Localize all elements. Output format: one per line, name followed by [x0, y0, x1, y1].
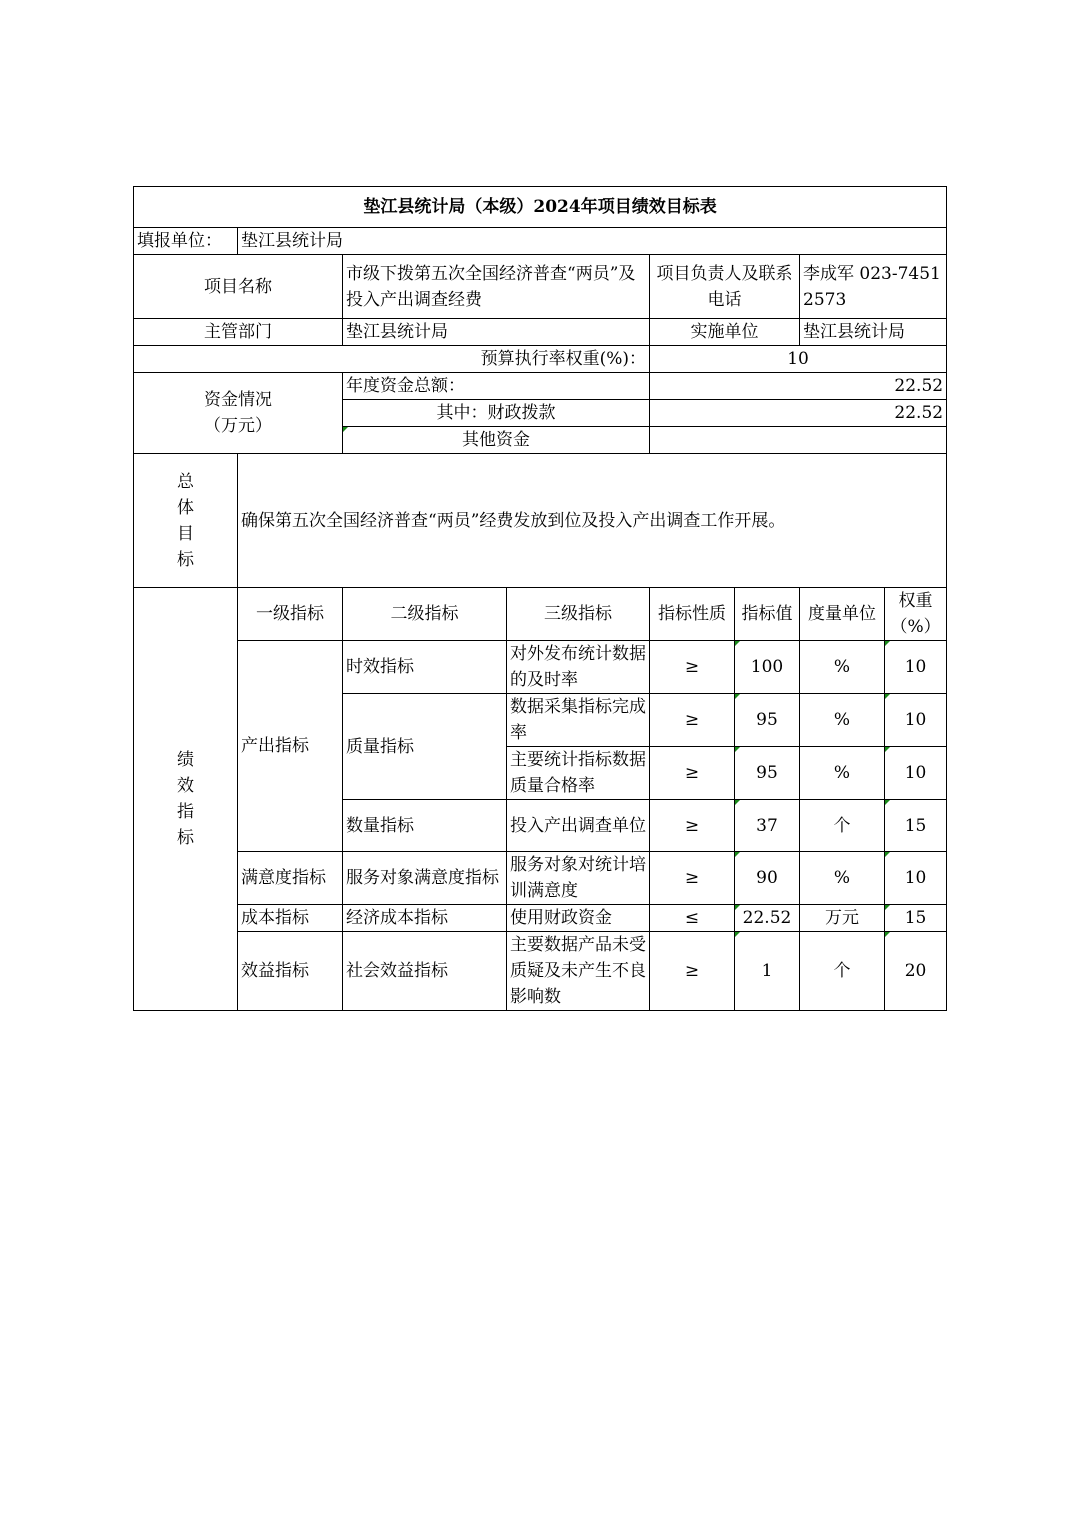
level1-indicator: 产出指标	[238, 641, 343, 852]
project-name-value: 市级下拨第五次全国经济普查“两员”及投入产出调查经费	[343, 255, 650, 319]
indicator-value: 95	[735, 694, 800, 747]
level2-indicator: 数量指标	[343, 800, 507, 852]
implementing-unit-label: 实施单位	[650, 319, 800, 346]
level3-indicator: 数据采集指标完成率	[507, 694, 650, 747]
indicators-label	[134, 588, 238, 1011]
indicator-weight: 20	[885, 932, 947, 1011]
indicator-nature: ≥	[650, 694, 735, 747]
indicators-label-char: 效	[177, 776, 194, 796]
funds-label	[134, 373, 343, 454]
level2-indicator: 经济成本指标	[343, 905, 507, 932]
supervising-dept-label: 主管部门	[134, 319, 343, 346]
project-contact-value: 李成军 023-74512573	[800, 255, 947, 319]
column-header: 指标性质	[650, 588, 735, 641]
table-title: 垫江县统计局（本级）2024年项目绩效目标表	[134, 187, 947, 228]
indicator-unit: %	[800, 747, 885, 800]
funds-label-line1: 资金情况	[204, 390, 272, 410]
performance-target-table	[133, 186, 947, 1011]
indicator-unit: %	[800, 852, 885, 905]
level1-indicator: 满意度指标	[238, 852, 343, 905]
project-contact-label: 项目负责人及联系电话	[650, 255, 800, 319]
indicator-weight: 10	[885, 852, 947, 905]
reporting-unit-label: 填报单位：	[134, 228, 238, 255]
indicator-value: 95	[735, 747, 800, 800]
indicator-value: 1	[735, 932, 800, 1011]
level3-indicator: 主要数据产品未受质疑及未产生不良影响数	[507, 932, 650, 1011]
level1-indicator: 效益指标	[238, 932, 343, 1011]
indicator-nature: ≥	[650, 747, 735, 800]
level2-indicator: 质量指标	[343, 694, 507, 800]
column-header: 度量单位	[800, 588, 885, 641]
project-name-label: 项目名称	[134, 255, 343, 319]
level3-indicator: 主要统计指标数据质量合格率	[507, 747, 650, 800]
indicator-nature: ≥	[650, 932, 735, 1011]
indicator-nature: ≥	[650, 800, 735, 852]
indicator-weight: 10	[885, 747, 947, 800]
overall-goal-label-char: 体	[177, 497, 194, 518]
overall-goal-label	[134, 454, 238, 588]
funds-other-value	[650, 427, 947, 454]
overall-goal-label-char: 总	[177, 471, 194, 492]
level3-indicator: 服务对象对统计培训满意度	[507, 852, 650, 905]
indicator-weight: 10	[885, 641, 947, 694]
funds-total-label: 年度资金总额：	[343, 373, 650, 400]
indicator-unit: %	[800, 694, 885, 747]
level3-indicator: 投入产出调查单位	[507, 800, 650, 852]
indicator-value: 100	[735, 641, 800, 694]
indicators-label-char: 标	[177, 828, 194, 848]
level2-indicator: 社会效益指标	[343, 932, 507, 1011]
indicator-weight: 15	[885, 905, 947, 932]
budget-weight-label: 预算执行率权重(%)：	[134, 346, 650, 373]
overall-goal-label-char: 目	[177, 523, 194, 544]
indicator-nature: ≥	[650, 852, 735, 905]
indicators-label-char: 绩	[177, 750, 194, 770]
funds-other-label: 其他资金	[343, 427, 650, 454]
funds-label-line2: （万元）	[204, 416, 272, 436]
indicator-unit: 个	[800, 932, 885, 1011]
level2-indicator: 时效指标	[343, 641, 507, 694]
indicators-label-char: 指	[177, 802, 194, 822]
level2-indicator: 服务对象满意度指标	[343, 852, 507, 905]
indicator-nature: ≤	[650, 905, 735, 932]
indicator-value: 90	[735, 852, 800, 905]
level1-indicator: 成本指标	[238, 905, 343, 932]
column-header: 二级指标	[343, 588, 507, 641]
indicator-value: 37	[735, 800, 800, 852]
reporting-unit-value: 垫江县统计局	[238, 228, 947, 255]
column-header: 指标值	[735, 588, 800, 641]
overall-goal-text: 确保第五次全国经济普查“两员”经费发放到位及投入产出调查工作开展。	[238, 454, 947, 588]
indicator-unit: 万元	[800, 905, 885, 932]
implementing-unit-value: 垫江县统计局	[800, 319, 947, 346]
indicator-weight: 15	[885, 800, 947, 852]
indicator-unit: %	[800, 641, 885, 694]
column-header: 一级指标	[238, 588, 343, 641]
column-header: 三级指标	[507, 588, 650, 641]
indicator-nature: ≥	[650, 641, 735, 694]
indicator-weight: 10	[885, 694, 947, 747]
funds-total-value: 22.52	[650, 373, 947, 400]
overall-goal-label-char: 标	[177, 549, 194, 570]
budget-weight-value: 10	[650, 346, 947, 373]
level3-indicator: 使用财政资金	[507, 905, 650, 932]
funds-fiscal-value: 22.52	[650, 400, 947, 427]
indicator-unit: 个	[800, 800, 885, 852]
supervising-dept-value: 垫江县统计局	[343, 319, 650, 346]
column-header: 权重（%）	[885, 588, 947, 641]
funds-fiscal-label: 其中：财政拨款	[343, 400, 650, 427]
level3-indicator: 对外发布统计数据的及时率	[507, 641, 650, 694]
indicator-value: 22.52	[735, 905, 800, 932]
